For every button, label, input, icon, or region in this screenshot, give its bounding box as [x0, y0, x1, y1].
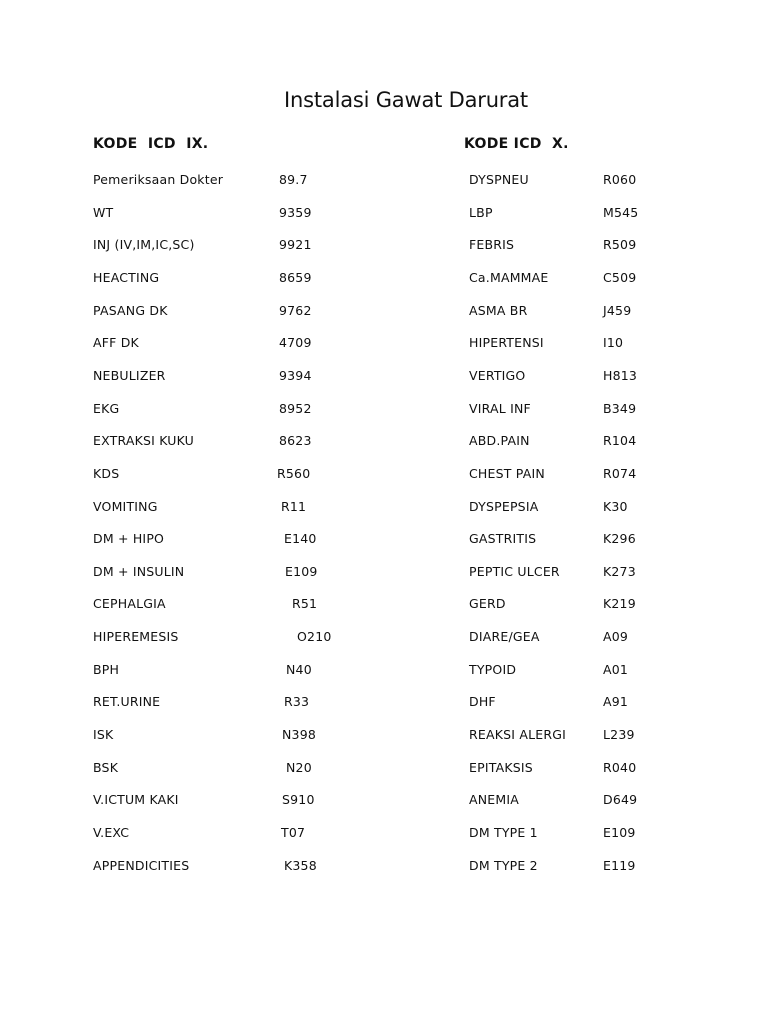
- page-title: Instalasi Gawat Darurat: [284, 88, 528, 112]
- icd-ix-code: S910: [282, 792, 315, 808]
- icd-ix-diagnosis-name: HIPEREMESIS: [93, 629, 179, 645]
- icd-ix-diagnosis-name: V.EXC: [93, 825, 130, 840]
- icd-ix-code: E109: [285, 563, 318, 579]
- icd-x-diagnosis-name: DM TYPE 2: [469, 857, 538, 873]
- icd-ix-code: N398: [282, 727, 317, 743]
- icd-ix-diagnosis-name: ISK: [93, 727, 114, 743]
- icd-ix-diagnosis-name: RET.URINE: [93, 694, 161, 710]
- icd-x-code: E119: [603, 857, 636, 873]
- icd-ix-diagnosis-name: EXTRAKSI KUKU: [93, 433, 195, 449]
- icd-x-code: D649: [603, 792, 638, 808]
- icd-ix-code: 8952: [279, 400, 312, 416]
- icd-x-code: K219: [603, 596, 636, 612]
- icd-x-diagnosis-name: DM TYPE 1: [469, 825, 538, 840]
- icd-x-code: J459: [603, 302, 632, 318]
- icd-x-code: C509: [603, 269, 637, 285]
- icd-x-diagnosis-name: DIARE/GEA: [469, 629, 540, 645]
- icd-ix-diagnosis-name: AFF DK: [93, 335, 139, 351]
- icd-ix-diagnosis-name: BPH: [93, 661, 120, 677]
- icd-ix-code: N40: [286, 661, 312, 677]
- icd-ix-code: 8623: [279, 433, 312, 449]
- icd-ix-diagnosis-name: INJ (IV,IM,IC,SC): [93, 237, 195, 253]
- icd-x-code: R104: [603, 433, 637, 449]
- icd-x-diagnosis-name: DYSPNEU: [469, 172, 529, 187]
- icd-ix-diagnosis-name: EKG: [93, 400, 120, 416]
- icd-x-diagnosis-name: ANEMIA: [469, 792, 520, 808]
- icd-x-diagnosis-name: EPITAKSIS: [469, 759, 533, 775]
- icd-x-code: L239: [603, 727, 635, 743]
- icd-x-code: A01: [603, 661, 629, 677]
- icd-x-code: A09: [603, 629, 629, 645]
- icd-x-diagnosis-name: ASMA BR: [469, 302, 528, 318]
- icd-ix-diagnosis-name: HEACTING: [93, 269, 160, 285]
- icd-ix-code: R560: [277, 465, 311, 481]
- icd-ix-code: R51: [292, 596, 318, 612]
- icd-ix-diagnosis-name: CEPHALGIA: [93, 596, 166, 612]
- icd-ix-code: N20: [286, 759, 312, 775]
- icd-ix-diagnosis-name: V.ICTUM KAKI: [93, 792, 179, 808]
- icd-ix-diagnosis-name: Pemeriksaan Dokter: [93, 172, 224, 187]
- icd-ix-code: O210: [297, 629, 332, 645]
- icd-ix-code: 9359: [279, 204, 312, 220]
- icd-ix-diagnosis-name: APPENDICITIES: [93, 857, 190, 873]
- icd-x-diagnosis-name: REAKSI ALERGI: [469, 727, 566, 743]
- icd-x-diagnosis-name: GASTRITIS: [469, 531, 537, 547]
- icd-x-code: E109: [603, 825, 636, 840]
- icd-ix-code: E140: [284, 531, 317, 547]
- icd-x-diagnosis-name: DHF: [469, 694, 496, 710]
- icd-x-diagnosis-name: Ca.MAMMAE: [469, 269, 549, 285]
- icd-x-code: K296: [603, 531, 636, 547]
- icd-x-code: R074: [603, 465, 637, 481]
- icd-ix-code: 4709: [279, 335, 312, 351]
- icd-x-diagnosis-name: FEBRIS: [469, 237, 515, 253]
- icd-x-diagnosis-name: GERD: [469, 596, 506, 612]
- icd-ix-code: 89.7: [279, 172, 308, 187]
- icd-ix-code: 9921: [279, 237, 312, 253]
- icd-x-code: K30: [603, 498, 628, 514]
- icd-x-code: R509: [603, 237, 637, 253]
- icd-ix-code: K358: [284, 857, 317, 873]
- icd-x-code: A91: [603, 694, 629, 710]
- icd-ix-code: R11: [281, 498, 307, 514]
- icd-ix-diagnosis-name: VOMITING: [93, 498, 158, 514]
- icd-x-diagnosis-name: VERTIGO: [469, 367, 526, 383]
- icd-ix-code: 9394: [279, 367, 312, 383]
- icd-ix-diagnosis-name: PASANG DK: [93, 302, 168, 318]
- icd-x-code: I10: [603, 335, 624, 351]
- icd-x-diagnosis-name: HIPERTENSI: [469, 335, 544, 351]
- icd-x-diagnosis-name: ABD.PAIN: [469, 433, 530, 449]
- icd-ix-diagnosis-name: KDS: [93, 465, 120, 481]
- icd-x-diagnosis-name: TYPOID: [469, 661, 517, 677]
- icd-ix-code: 8659: [279, 269, 312, 285]
- icd-ix-diagnosis-name: WT: [93, 204, 114, 220]
- icd-x-code: B349: [603, 400, 637, 416]
- icd-x-diagnosis-name: PEPTIC ULCER: [469, 563, 560, 579]
- icd-x-code: R060: [603, 172, 637, 187]
- icd-x-diagnosis-name: LBP: [469, 204, 493, 220]
- icd-x-code: H813: [603, 367, 638, 383]
- icd-ix-code: T07: [281, 825, 306, 840]
- icd-x-diagnosis-name: DYSPEPSIA: [469, 498, 539, 514]
- icd-x-diagnosis-name: VIRAL INF: [469, 400, 531, 416]
- icd-x-diagnosis-name: CHEST PAIN: [469, 465, 545, 481]
- icd-x-code: K273: [603, 563, 636, 579]
- icd-ix-diagnosis-name: DM + HIPO: [93, 531, 165, 547]
- icd-x-code: R040: [603, 759, 637, 775]
- icd-x-code: M545: [603, 204, 639, 220]
- icd-ix-code: R33: [284, 694, 310, 710]
- icd-ix-diagnosis-name: NEBULIZER: [93, 367, 166, 383]
- icd-ix-heading: KODE ICD IX.: [93, 136, 209, 152]
- icd-ix-diagnosis-name: BSK: [93, 759, 119, 775]
- icd-ix-diagnosis-name: DM + INSULIN: [93, 563, 185, 579]
- icd-ix-code: 9762: [279, 302, 312, 318]
- icd-x-heading: KODE ICD X.: [464, 136, 569, 152]
